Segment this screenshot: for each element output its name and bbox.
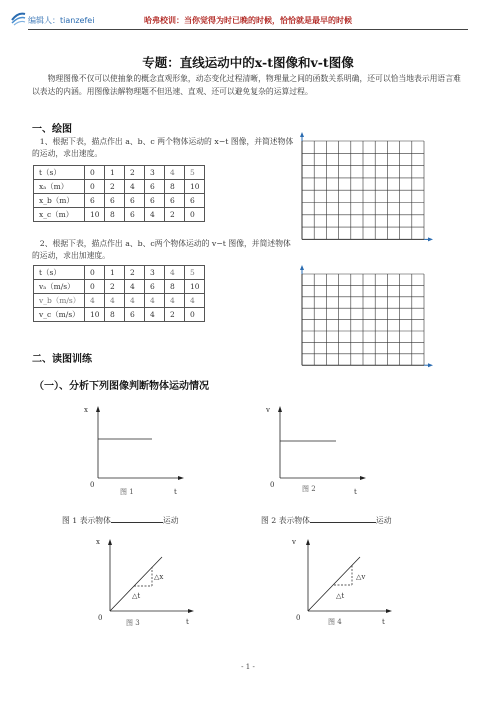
table-cell: 4: [185, 294, 205, 308]
table-cell: 8: [165, 280, 185, 294]
graph-3-caption: 图 3: [126, 619, 140, 627]
graph-3-origin: 0: [98, 614, 103, 622]
graph-1-origin: 0: [90, 481, 95, 489]
table-cell: 1: [105, 166, 125, 180]
table-cell: 2: [125, 266, 145, 280]
table-cell: 4: [85, 294, 105, 308]
table-cell: 2: [125, 166, 145, 180]
xt-data-table: [33, 165, 205, 222]
table-row: [34, 294, 205, 308]
graph-3-x-label-holder: [92, 535, 202, 630]
table-cell: 8: [105, 208, 125, 222]
table-cell: 10: [85, 208, 105, 222]
table-cell: 2: [105, 180, 125, 194]
table-cell: 2: [165, 208, 185, 222]
graph-2-y-label: v: [266, 406, 270, 414]
graph-3-delta-t: △t: [132, 592, 141, 600]
table-cell: 2: [165, 308, 185, 322]
table-row: [34, 208, 205, 222]
graph-4-delta-v: △v: [356, 573, 366, 581]
table-cell: 4: [125, 280, 145, 294]
table-cell: 1: [105, 266, 125, 280]
xt-plot-grid: [296, 133, 436, 245]
table-cell: 0: [85, 180, 105, 194]
table-row: [34, 280, 205, 294]
table-cell: 6: [145, 280, 165, 294]
header-divider: [28, 29, 468, 30]
page-title: 专题：直线运动中的x-t图像和v-t图像: [142, 55, 354, 70]
table-row-header: x_b（m）: [34, 194, 85, 208]
section-heading-drawing: 一、绘图: [32, 124, 72, 135]
editor-label: 编辑人：tianzefei: [28, 16, 95, 25]
table-cell: 6: [145, 194, 165, 208]
graph-2-origin: 0: [270, 481, 275, 489]
graph-1-answer-blank: 图 1 表示物体 运动: [62, 516, 179, 525]
table-cell: 10: [185, 180, 205, 194]
table-row-header: t（s）: [34, 266, 85, 280]
table-cell: 10: [85, 308, 105, 322]
table-cell: 10: [185, 280, 205, 294]
graph-1-y-label: x: [84, 406, 88, 414]
graph-4-caption: 图 4: [328, 618, 342, 626]
table-row: [34, 166, 205, 180]
table-cell: 4: [105, 294, 125, 308]
table-cell: 0: [185, 308, 205, 322]
question-1-text: 1、根据下表，描点作出 a、b、c 两个物体运动的 x−t 图像，并简述物体的运动，求出速度。: [32, 137, 294, 158]
table-row: [34, 180, 205, 194]
table-cell: 4: [145, 308, 165, 322]
table-row: [34, 266, 205, 280]
answer-line-1[interactable]: [111, 514, 163, 523]
table-cell: 2: [105, 280, 125, 294]
table-cell: 4: [145, 208, 165, 222]
table-cell: 0: [185, 208, 205, 222]
table-row: [34, 308, 205, 322]
question-2-text: 2、根据下表，描点作出 a、b、c两个物体运动的 v−t 图像，并简述物体的运动，求出加速度。: [32, 239, 291, 260]
table-row: [34, 194, 205, 208]
table-cell: 4: [165, 166, 185, 180]
section-heading-reading: 二、读图训练: [32, 354, 92, 365]
table-cell: 6: [125, 208, 145, 222]
answer-line-2[interactable]: [310, 514, 376, 523]
table-cell: 4: [125, 294, 145, 308]
table-cell: 6: [85, 194, 105, 208]
graph-2-caption: 图 2: [302, 485, 316, 493]
table-cell: 3: [145, 166, 165, 180]
table-row-header: t（s）: [34, 166, 85, 180]
table-cell: 4: [165, 266, 185, 280]
graph-2-answer-blank: 图 2 表示物体 运动: [261, 516, 392, 525]
graph-2-x-label: t: [354, 488, 357, 496]
table-cell: 0: [85, 266, 105, 280]
graph-1-x-label: t: [174, 488, 177, 496]
logo-icon: [10, 10, 27, 26]
table-cell: 6: [125, 194, 145, 208]
graph-4-vt-uniform-acceleration: [290, 535, 400, 630]
table-cell: 8: [105, 308, 125, 322]
table-cell: 4: [165, 294, 185, 308]
table-row-header: x_c（m）: [34, 208, 85, 222]
page-number: - 1 -: [241, 663, 255, 671]
table-row-header: vₐ（m/s）: [34, 280, 85, 294]
table-cell: 6: [145, 180, 165, 194]
table-row-header: xₐ（m）: [34, 180, 85, 194]
graph-4-delta-t: △t: [336, 592, 345, 600]
table-cell: 6: [185, 194, 205, 208]
header-motto: 哈弗校训：当你觉得为时已晚的时候，恰恰就是最早的时候: [144, 16, 352, 25]
table-cell: 0: [85, 280, 105, 294]
table-cell: 6: [105, 194, 125, 208]
graph-3-y-label: x: [96, 538, 100, 546]
table-cell: 5: [185, 166, 205, 180]
table-cell: 3: [145, 266, 165, 280]
graph-2-vt-uniform: [262, 402, 372, 497]
vt-plot-grid: [296, 246, 436, 376]
graph-1-xt-stationary: [80, 402, 190, 497]
table-cell: 8: [165, 180, 185, 194]
graph-3-delta-x: △x: [154, 573, 164, 581]
intro-paragraph: 物理图像不仅可以使抽象的概念直观形象，动态变化过程清晰，物理量之间的函数关系明确，还可以恰当地表示用语言难以表达的内涵。用图像法解物理题不但迅速、直观、还可以避免复杂的运算过程。: [32, 74, 461, 96]
table-row-header: v_c（m/s）: [34, 308, 85, 322]
graph-4-y-label: v: [292, 538, 296, 546]
graph-4-origin: 0: [296, 614, 301, 622]
table-row-header: v_b（m/s）: [34, 294, 85, 308]
graph-1-caption: 图 1: [120, 488, 134, 496]
subsection-heading: （一）、分析下列图像判断物体运动情况: [34, 381, 209, 392]
table-cell: 6: [165, 194, 185, 208]
table-cell: 5: [185, 266, 205, 280]
vt-data-table: [33, 265, 205, 322]
graph-4-x-label: t: [382, 618, 385, 626]
table-cell: 0: [85, 166, 105, 180]
table-cell: 4: [125, 180, 145, 194]
table-cell: 6: [125, 308, 145, 322]
graph-3-x-label: t: [186, 618, 189, 626]
table-cell: 4: [145, 294, 165, 308]
